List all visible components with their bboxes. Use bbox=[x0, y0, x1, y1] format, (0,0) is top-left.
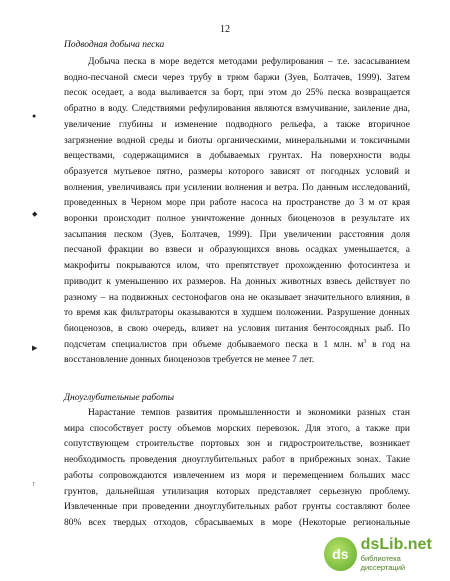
watermark-title: dsLib.net bbox=[360, 536, 432, 553]
text-line: волнения, увеличиваясь при усилении волнения и ветра. По данным исследований, bbox=[64, 182, 410, 193]
text-line: песок оседает, а вода выливается за борт, при этом до 25% песка возвращается bbox=[64, 88, 410, 99]
text-line: водно-песчаной смеси через трубу в трюм баржи (Зуев, Болтачев, 1999). Затем bbox=[64, 72, 410, 83]
text-line: сопутствующем строительстве портовых зон и гидростроительстве, возникает bbox=[64, 439, 410, 450]
text-line: восстановление донных биоценозов требуется не менее 7 лет. bbox=[64, 355, 315, 366]
text-line: разному – на подвижных сестонофагов она не оказывает значительного влияния, в bbox=[64, 292, 410, 303]
text-line: биоценозов, в свою очередь, влияет на условия питания бентосоядных рыб. По bbox=[64, 323, 410, 334]
text-line: грунтов, дальнейшая утилизация которых представляет серьезную проблему. bbox=[64, 486, 410, 497]
text-line: Добыча песка в море ведется методами рефулирования – т.е. засасыванием bbox=[88, 57, 410, 67]
text-line: загрязнение водной среды и биоты органическими, минеральными и токсичными bbox=[64, 135, 410, 146]
text-line: проведенных в Черном море при работе насоса на пространстве до 3 м от края bbox=[64, 198, 410, 209]
section-heading-sand: Подводная добыча песка bbox=[64, 40, 165, 50]
text-line: приводит к уменьшению их размеров. На донных животных взвесь действует по bbox=[64, 276, 410, 287]
text-line: Извлеченные при проведении дноуглубительных работ грунты составляют более bbox=[64, 502, 410, 513]
watermark-subtitle: библиотека диссертаций bbox=[360, 554, 406, 572]
text-line: необходимость проведения дноуглубительных работ в прибрежных зонах. Такие bbox=[64, 455, 410, 466]
margin-mark: ↑ bbox=[32, 480, 36, 488]
section-heading-dredging: Дноуглубительные работы bbox=[64, 393, 175, 403]
text-line: засыпания песком (Зуев, Болтачев, 1999). При увеличении расстояния доля bbox=[64, 229, 410, 240]
margin-mark: ● bbox=[32, 112, 37, 120]
text-line: увеличение глубины и изменение подводного рельефа, а также вторичное bbox=[64, 119, 410, 130]
text-line: макрофиты покрываются илом, что препятствует прохождению фотосинтеза и bbox=[64, 261, 410, 272]
text-line: обратно в воду. Следствиями рефулирования являются взмучивание, заиление дна, bbox=[64, 104, 410, 115]
text-line: то время как фильтраторы оказываются в худшем положении. Разрушение донных bbox=[64, 308, 410, 319]
text-line: воронки происходит полное уничтожение донных биоценозов в результате их bbox=[64, 214, 410, 225]
page-number: 12 bbox=[220, 24, 230, 35]
text-line: работы сопровождаются извлечением из моря и перемещением больших масс bbox=[64, 470, 410, 481]
text-line: веществами, содержащимися в добываемых грунтах. На поверхности воды bbox=[64, 151, 410, 162]
paragraph-sand-mining bbox=[64, 55, 410, 369]
text-line: мира способствует росту объемов морских перевозок. Для этого, а также при bbox=[64, 423, 410, 434]
watermark bbox=[324, 533, 444, 575]
text-line: образуется мутьевое пятно, размеры которого зависят от погодных условий и bbox=[64, 166, 410, 177]
dslib-logo-icon: ds bbox=[324, 537, 357, 571]
text-line: подсчетам специалистов при объеме добываемого песка в 1 млн. $м^3$ в год на bbox=[64, 338, 410, 350]
text-line: Нарастание темпов развития промышленности и экономики разных стан bbox=[88, 408, 410, 418]
margin-mark: ▶ bbox=[32, 344, 38, 352]
paragraph-dredging bbox=[64, 406, 410, 532]
margin-mark: ◆ bbox=[32, 210, 38, 218]
text-line: 80% всех твердых отходов, сбрасываемых в море (Некоторые региональные bbox=[64, 517, 410, 528]
text-line: песчаной фракции во взвеси и образующихся вновь осадках уменьшается, а bbox=[64, 245, 410, 256]
